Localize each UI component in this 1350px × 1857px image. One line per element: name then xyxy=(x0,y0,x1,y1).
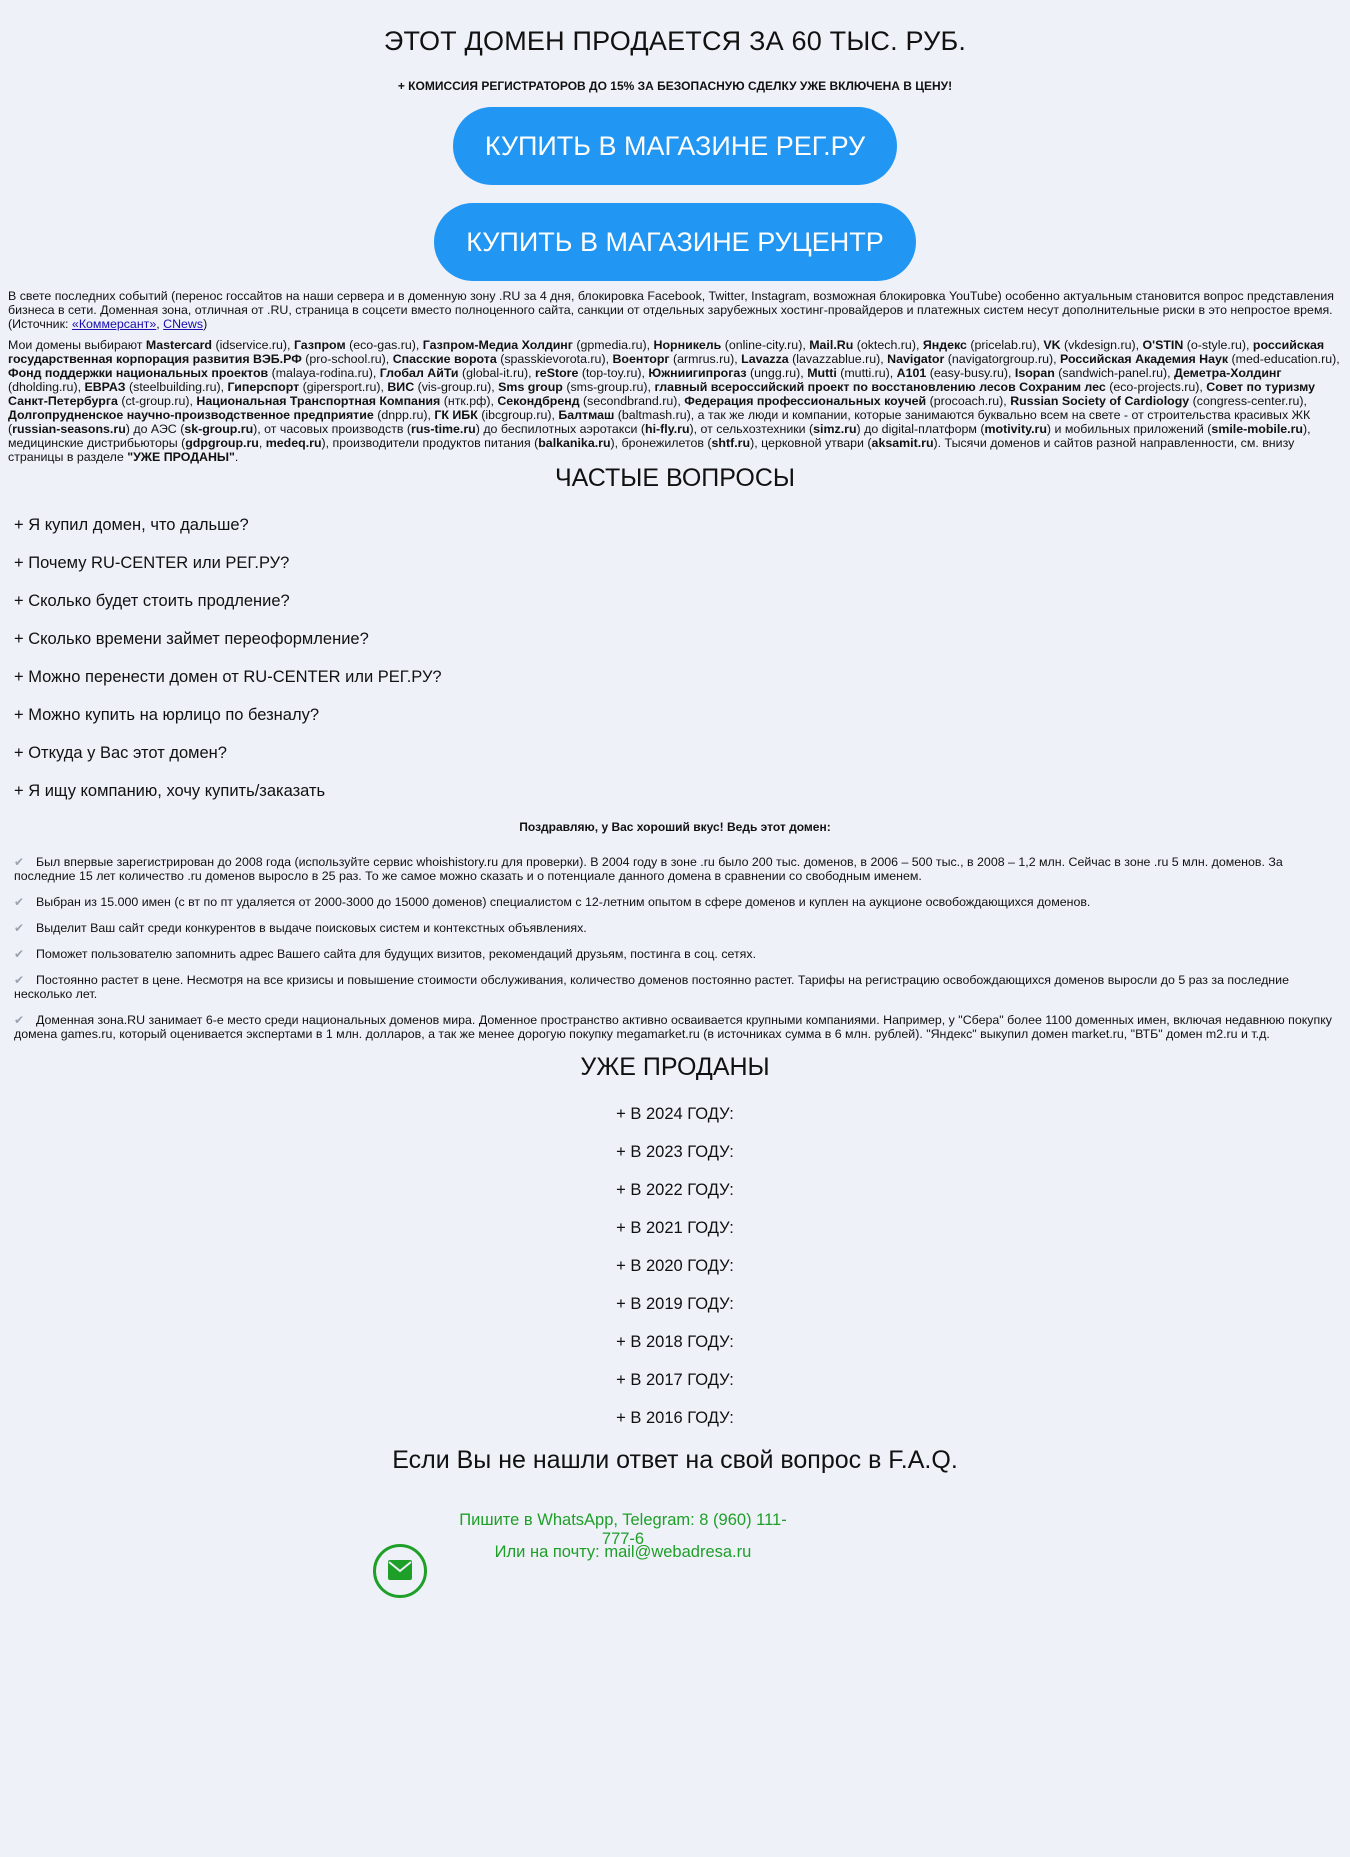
benefit-item xyxy=(14,947,1336,961)
client-text: (easy-busy.ru), xyxy=(926,366,1015,380)
client-name: Деметра-Холдинг xyxy=(1173,366,1282,380)
benefit-item xyxy=(14,1013,1336,1041)
client-name: Совет по туризму Санкт-Петербурга xyxy=(8,380,1316,408)
benefit-text: Выделит Ваш сайт среди конкурентов в выдаче поисковых систем и контекстных объявлениях. xyxy=(36,921,587,935)
faq-item[interactable]: + Почему RU-CENTER или РЕГ.РУ? xyxy=(14,554,290,572)
faq-item[interactable]: + Откуда у Вас этот домен? xyxy=(14,744,227,762)
client-name: Lavazza xyxy=(741,352,789,366)
client-text: (lavazzablue.ru), xyxy=(788,352,888,366)
intro-text: В свете последних событий (перенос госсайтов на наши сервера и в доменную зону .RU за 4 дня, блокировка Facebook, Twitter, Instagram, возможная блокировка YouTube) особенно актуальным становится вопрос представления бизнеса в сети. Доменная зона, отличная от .RU, страница в соцсети вместо полноценного сайта, санкции от отдельных зарубежных хостинг-провайдеров и платежных систем несут дополнительные риски в это непростое время. (Источник: xyxy=(8,289,1334,331)
sold-year-item[interactable]: + В 2024 ГОДУ: xyxy=(616,1105,734,1123)
client-text: (dholding.ru), xyxy=(8,380,85,394)
client-text: ), бронежилетов ( xyxy=(610,436,712,450)
client-name: Sms group xyxy=(498,380,563,394)
sold-year-item[interactable]: + В 2022 ГОДУ: xyxy=(616,1181,734,1199)
client-text: (med-education.ru), xyxy=(1228,352,1340,366)
client-name: ВИС xyxy=(387,380,415,394)
client-name: smile-mobile.ru xyxy=(1211,422,1303,436)
client-name: Navigator xyxy=(887,352,945,366)
client-text: (vkdesign.ru), xyxy=(1060,338,1143,352)
check-icon: ✔ xyxy=(14,947,25,961)
envelope-icon[interactable] xyxy=(373,1544,427,1598)
client-text: (global-it.ru), xyxy=(458,366,535,380)
faq-title: ЧАСТЫЕ ВОПРОСЫ xyxy=(554,464,796,492)
client-name: medeq.ru xyxy=(265,436,322,450)
client-text: (pro-school.ru), xyxy=(301,352,393,366)
client-name: российская государственная корпорация развития ВЭБ.РФ xyxy=(8,338,1325,366)
contact-block xyxy=(0,1511,1350,1651)
client-text: (ungg.ru), xyxy=(746,366,808,380)
benefit-item xyxy=(14,973,1336,1001)
sold-year-item[interactable]: + В 2023 ГОДУ: xyxy=(616,1143,734,1161)
client-text: , xyxy=(258,436,266,450)
client-name: gdpgroup.ru xyxy=(185,436,259,450)
client-text: ), от сельхозтехники ( xyxy=(689,422,814,436)
client-name: rus-time.ru xyxy=(411,422,476,436)
client-name: Норникель xyxy=(653,338,722,352)
benefit-text: Выбран из 15.000 имен (с вт по пт удаляется от 2000-3000 до 15000 доменов) специалистом с 12-летним опытом в сфере доменов и куплен на аукционе освобождающихся доменов. xyxy=(36,895,1091,909)
check-icon: ✔ xyxy=(14,1013,25,1027)
client-text: (navigatorgroup.ru), xyxy=(944,352,1061,366)
client-text: (dnpp.ru), xyxy=(373,408,435,422)
client-text: (eco-projects.ru), xyxy=(1105,380,1207,394)
intro-separator: , xyxy=(156,317,164,331)
client-name: balkanika.ru xyxy=(538,436,611,450)
client-name: Mastercard xyxy=(145,338,212,352)
client-name: "УЖЕ ПРОДАНЫ" xyxy=(127,450,235,464)
buy-reg-button[interactable]: КУПИТЬ В МАГАЗИНЕ РЕГ.РУ xyxy=(453,107,897,185)
client-name: Национальная Транспортная Компания xyxy=(196,394,441,408)
client-text: (нтк.рф), xyxy=(440,394,498,408)
client-text: ), от часовых производств ( xyxy=(253,422,412,436)
client-text: (o-style.ru), xyxy=(1183,338,1253,352)
client-text: (pricelab.ru), xyxy=(966,338,1044,352)
client-text: (congress-center.ru), xyxy=(1189,394,1307,408)
client-text: (top-toy.ru), xyxy=(578,366,649,380)
client-name: Газпром-Медиа Холдинг xyxy=(422,338,573,352)
client-name: O'STIN xyxy=(1142,338,1184,352)
client-name: reStore xyxy=(534,366,579,380)
client-text: (oktech.ru), xyxy=(853,338,923,352)
client-text: (vis-group.ru), xyxy=(414,380,499,394)
client-name: Isopan xyxy=(1014,366,1055,380)
client-text: (baltmash.ru), а так же люди и компании, которые занимаются буквально всем на свете - от строительства красивых ЖК ( xyxy=(8,408,1311,436)
cnews-link[interactable]: CNews xyxy=(163,317,204,331)
client-text: (procoach.ru), xyxy=(926,394,1011,408)
envelope-glyph xyxy=(388,1560,412,1580)
benefit-text: Поможет пользователю запомнить адрес Вашего сайта для будущих визитов, рекомендаций друзьям, постинга в соц. сетях. xyxy=(36,947,757,961)
client-name: shtf.ru xyxy=(711,436,751,450)
page-title: ЭТОТ ДОМЕН ПРОДАЕТСЯ ЗА 60 ТЫС. РУБ. xyxy=(383,26,967,56)
buy-rucenter-button[interactable]: КУПИТЬ В МАГАЗИНЕ РУЦЕНТР xyxy=(434,203,916,281)
client-name: VK xyxy=(1043,338,1061,352)
intro-close: ) xyxy=(203,317,208,331)
benefit-item xyxy=(14,855,1336,883)
faq-item[interactable]: + Сколько будет стоить продление? xyxy=(14,592,290,610)
sold-years-list xyxy=(0,1104,1350,1446)
client-text: ) до digital-платформ ( xyxy=(856,422,985,436)
client-text: . xyxy=(234,450,239,464)
client-text: Мои домены выбирают xyxy=(8,338,146,352)
client-name: главный всероссийский проект по восстановлению лесов Сохраним лес xyxy=(654,380,1106,394)
client-name: Фонд поддержки национальных проектов xyxy=(8,366,269,380)
faq-item[interactable]: + Я купил домен, что дальше? xyxy=(14,516,249,534)
client-text: ) и мобильных приложений ( xyxy=(1046,422,1212,436)
client-text: (online-city.ru), xyxy=(721,338,810,352)
client-name: Федерация профессиональных коучей xyxy=(684,394,927,408)
contact-title: Если Вы не нашли ответ на свой вопрос в F.A.Q. xyxy=(392,1446,958,1474)
client-text: ), церковной утвари ( xyxy=(750,436,872,450)
client-text: ). Тысячи доменов и сайтов разной направленности, см. внизу страницы в разделе xyxy=(8,436,1295,464)
client-name: ГК ИБК xyxy=(434,408,478,422)
sold-year-item[interactable]: + В 2021 ГОДУ: xyxy=(616,1219,734,1237)
client-name: Секондбренд xyxy=(497,394,580,408)
client-text: (ibcgroup.ru), xyxy=(477,408,559,422)
client-text: ) до АЭС ( xyxy=(125,422,185,436)
check-icon: ✔ xyxy=(14,855,25,869)
client-name: aksamit.ru xyxy=(871,436,934,450)
client-name: Долгопрудненское научно-производственное предприятие xyxy=(8,408,374,422)
sold-title: УЖЕ ПРОДАНЫ xyxy=(580,1053,770,1081)
clients-paragraph xyxy=(0,338,1350,464)
faq-item[interactable]: + Можно купить на юрлицо по безналу? xyxy=(14,706,320,724)
client-text: (idservice.ru), xyxy=(212,338,294,352)
commission-note: + КОМИССИЯ РЕГИСТРАТОРОВ ДО 15% ЗА БЕЗОПАСНУЮ СДЕЛКУ УЖЕ ВКЛЮЧЕНА В ЦЕНУ! xyxy=(397,79,953,93)
benefit-text: Доменная зона.RU занимает 6-е место среди национальных доменов мира. Доменное пространство активно осваивается крупными компаниями. Например, у "Сбера" более 1100 доменных имен, включая недавнюю покупку домена games.ru, который оценивается экспертами в 1 млн. долларов, а так же менее дорогую покупку megamarket.ru (в источниках сумма в 6 млн. рублей). "Яндекс" выкупил домен market.ru, "ВТБ" домен m2.ru и т.д. xyxy=(14,1013,1332,1041)
intro-paragraph xyxy=(0,289,1350,331)
client-name: ЕВРАЗ xyxy=(84,380,126,394)
client-name: motivity.ru xyxy=(984,422,1047,436)
client-name: Российская Академия Наук xyxy=(1060,352,1229,366)
client-name: Глобал АйТи xyxy=(379,366,459,380)
client-text: (steelbuilding.ru), xyxy=(125,380,228,394)
client-text: ) до беспилотных аэротакси ( xyxy=(475,422,646,436)
sold-year-item[interactable]: + В 2018 ГОДУ: xyxy=(616,1333,734,1351)
benefit-item xyxy=(14,921,1336,935)
check-icon: ✔ xyxy=(14,973,25,987)
client-name: Яндекс xyxy=(922,338,967,352)
client-text: ), медицинские дистрибьюторы ( xyxy=(8,422,1311,450)
client-name: sk-group.ru xyxy=(184,422,254,436)
client-name: russian-seasons.ru xyxy=(12,422,126,436)
client-name: hi-fly.ru xyxy=(645,422,690,436)
sold-year-item[interactable]: + В 2019 ГОДУ: xyxy=(616,1295,734,1313)
client-name: A101 xyxy=(896,366,927,380)
benefit-item xyxy=(14,895,1336,909)
client-text: (malaya-rodina.ru), xyxy=(268,366,380,380)
client-text: (gpmedia.ru), xyxy=(572,338,654,352)
client-name: Спасские ворота xyxy=(392,352,497,366)
client-text: (gipersport.ru), xyxy=(299,380,388,394)
client-text: (secondbrand.ru), xyxy=(579,394,685,408)
benefit-text: Постоянно растет в цене. Несмотря на все кризисы и повышение стоимости обслуживания, количество доменов постоянно растет. Тарифы на регистрацию освобождающихся доменов выросли до 5 раз за последние несколько лет. xyxy=(14,973,1289,1001)
client-name: Южниигипрогаз xyxy=(648,366,747,380)
client-text: ), производители продуктов питания ( xyxy=(321,436,539,450)
faq-item[interactable]: + Я ищу компанию, хочу купить/заказать xyxy=(14,782,326,800)
faq-item[interactable]: + Сколько времени займет переоформление? xyxy=(14,630,369,648)
client-name: Газпром xyxy=(293,338,346,352)
faq-item[interactable]: + Можно перенести домен от RU-CENTER или РЕГ.РУ? xyxy=(14,668,442,686)
messenger-contact[interactable]: Пишите в WhatsApp, Telegram: 8 (960) 111-777-6 xyxy=(459,1511,787,1548)
client-text: (spasskievorota.ru), xyxy=(496,352,613,366)
email-contact[interactable]: Или на почту: mail@webadresa.ru xyxy=(494,1543,752,1561)
client-text: (sms-group.ru), xyxy=(562,380,655,394)
check-icon: ✔ xyxy=(14,921,25,935)
client-name: Mail.Ru xyxy=(809,338,854,352)
client-text: (ct-group.ru), xyxy=(117,394,197,408)
compliment-heading: Поздравляю, у Вас хороший вкус! Ведь этот домен: xyxy=(519,820,831,834)
kommersant-link[interactable]: «Коммерсант» xyxy=(71,317,157,331)
client-text: (armrus.ru), xyxy=(669,352,742,366)
client-name: simz.ru xyxy=(813,422,857,436)
client-name: Военторг xyxy=(612,352,670,366)
sold-year-item[interactable]: + В 2016 ГОДУ: xyxy=(616,1409,734,1427)
client-name: Балтмаш xyxy=(558,408,615,422)
client-text: (sandwich-panel.ru), xyxy=(1054,366,1174,380)
client-text: (eco-gas.ru), xyxy=(345,338,423,352)
check-icon: ✔ xyxy=(14,895,25,909)
client-name: Гиперспорт xyxy=(227,380,300,394)
client-name: Mutti xyxy=(807,366,837,380)
sold-year-item[interactable]: + В 2017 ГОДУ: xyxy=(616,1371,734,1389)
benefits-list xyxy=(0,855,1350,1041)
sold-year-item[interactable]: + В 2020 ГОДУ: xyxy=(616,1257,734,1275)
client-text: (mutti.ru), xyxy=(836,366,897,380)
client-name: Russian Society of Cardiology xyxy=(1010,394,1190,408)
faq-list xyxy=(0,515,1350,819)
benefit-text: Был впервые зарегистрирован до 2008 года (используйте сервис whoishistory.ru для проверки). В 2004 году в зоне .ru было 200 тыс. доменов, в 2006 – 500 тыс., в 2008 – 1,2 млн. Сейчас в зоне .ru 5 млн. доменов. За последние 15 лет количество .ru доменов выросло в 25 раз. То же самое можно сказать и о потенциале данного домена в сравнении со свободным именем. xyxy=(14,855,1283,883)
